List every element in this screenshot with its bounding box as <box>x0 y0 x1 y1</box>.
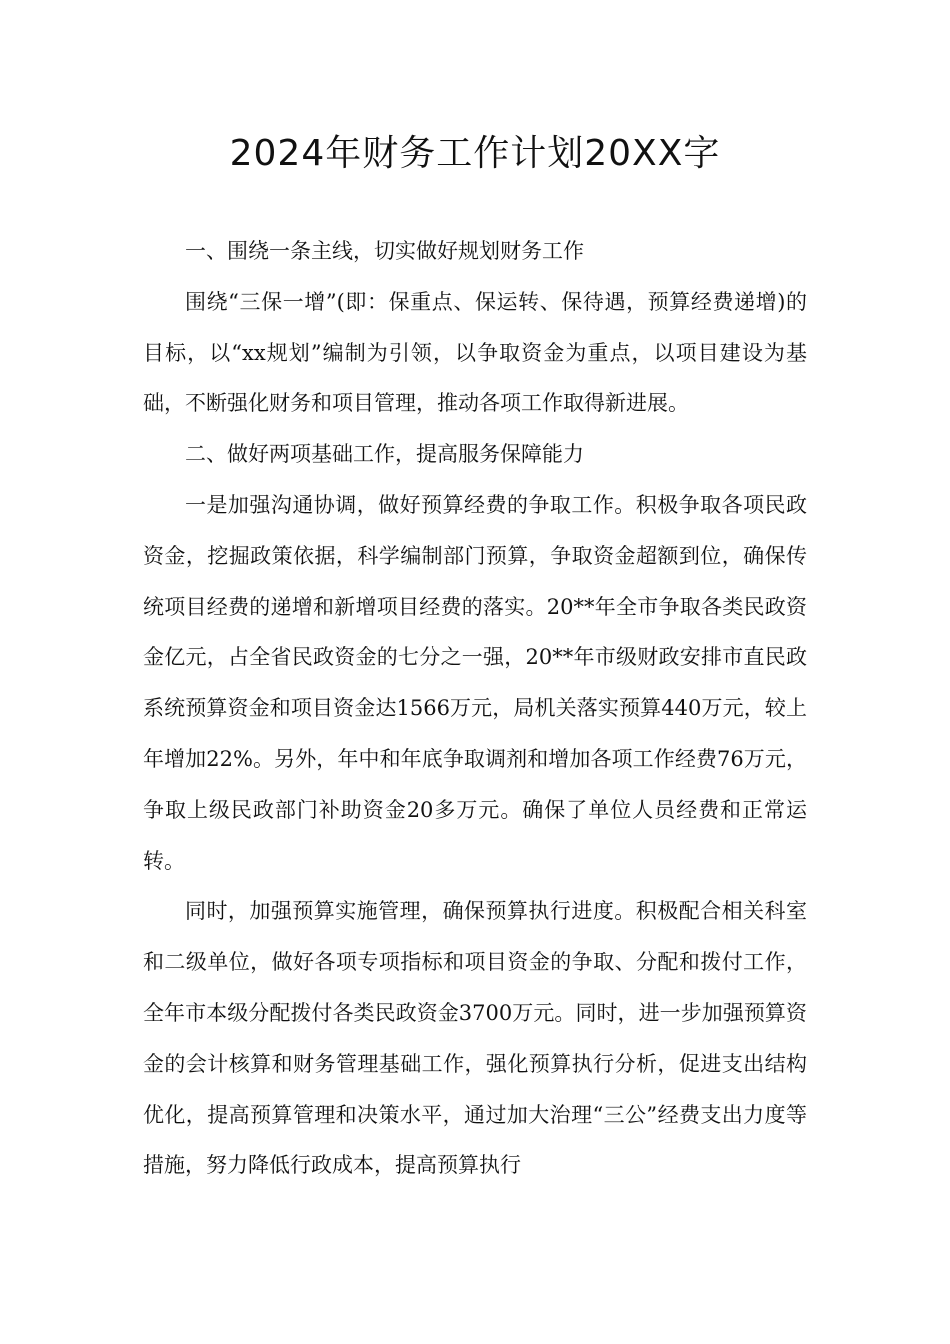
paragraph-3: 同时，加强预算实施管理，确保预算执行进度。积极配合相关科室和二级单位，做好各项专项指标和项目资金的争取、分配和拨付工作，全年市本级分配拨付各类民政资金3700万元。同时，进一步加强预算资金的会计核算和财务管理基础工作，强化预算执行分析，促进支出结构优化，提高预算管理和决策水平，通过加大治理“三公”经费支出力度等措施，努力降低行政成本，提高预算执行 <box>143 899 807 1178</box>
section-heading-1: 一、围绕一条主线，切实做好规划财务工作 <box>185 239 584 263</box>
document-body <box>143 226 807 1191</box>
paragraph-1: 围绕“三保一增”(即：保重点、保运转、保待遇，预算经费递增)的目标，以“xx规划”编制为引领，以争取资金为重点，以项目建设为基础，不断强化财务和项目管理，推动各项工作取得新进展。 <box>143 289 807 416</box>
section-heading-2: 二、做好两项基础工作，提高服务保障能力 <box>185 442 584 467</box>
paragraph-2: 一是加强沟通协调，做好预算经费的争取工作。积极争取各项民政资金，挖掘政策依据，科学编制部门预算，争取资金超额到位，确保传统项目经费的递增和新增项目经费的落实。20**年全市争取各类民政资金亿元，占全省民政资金的七分之一强，20**年市级财政安排市直民政系统预算资金和项目资金达1566万元，局机关落实预算440万元，较上年增加22%。另外，年中和年底争取调剂和增加各项工作经费76万元，争取上级民政部门补助资金20多万元。确保了单位人员经费和正常运转。 <box>143 492 807 873</box>
document-title: 2024年财务工作计划20XX字 <box>229 133 721 174</box>
